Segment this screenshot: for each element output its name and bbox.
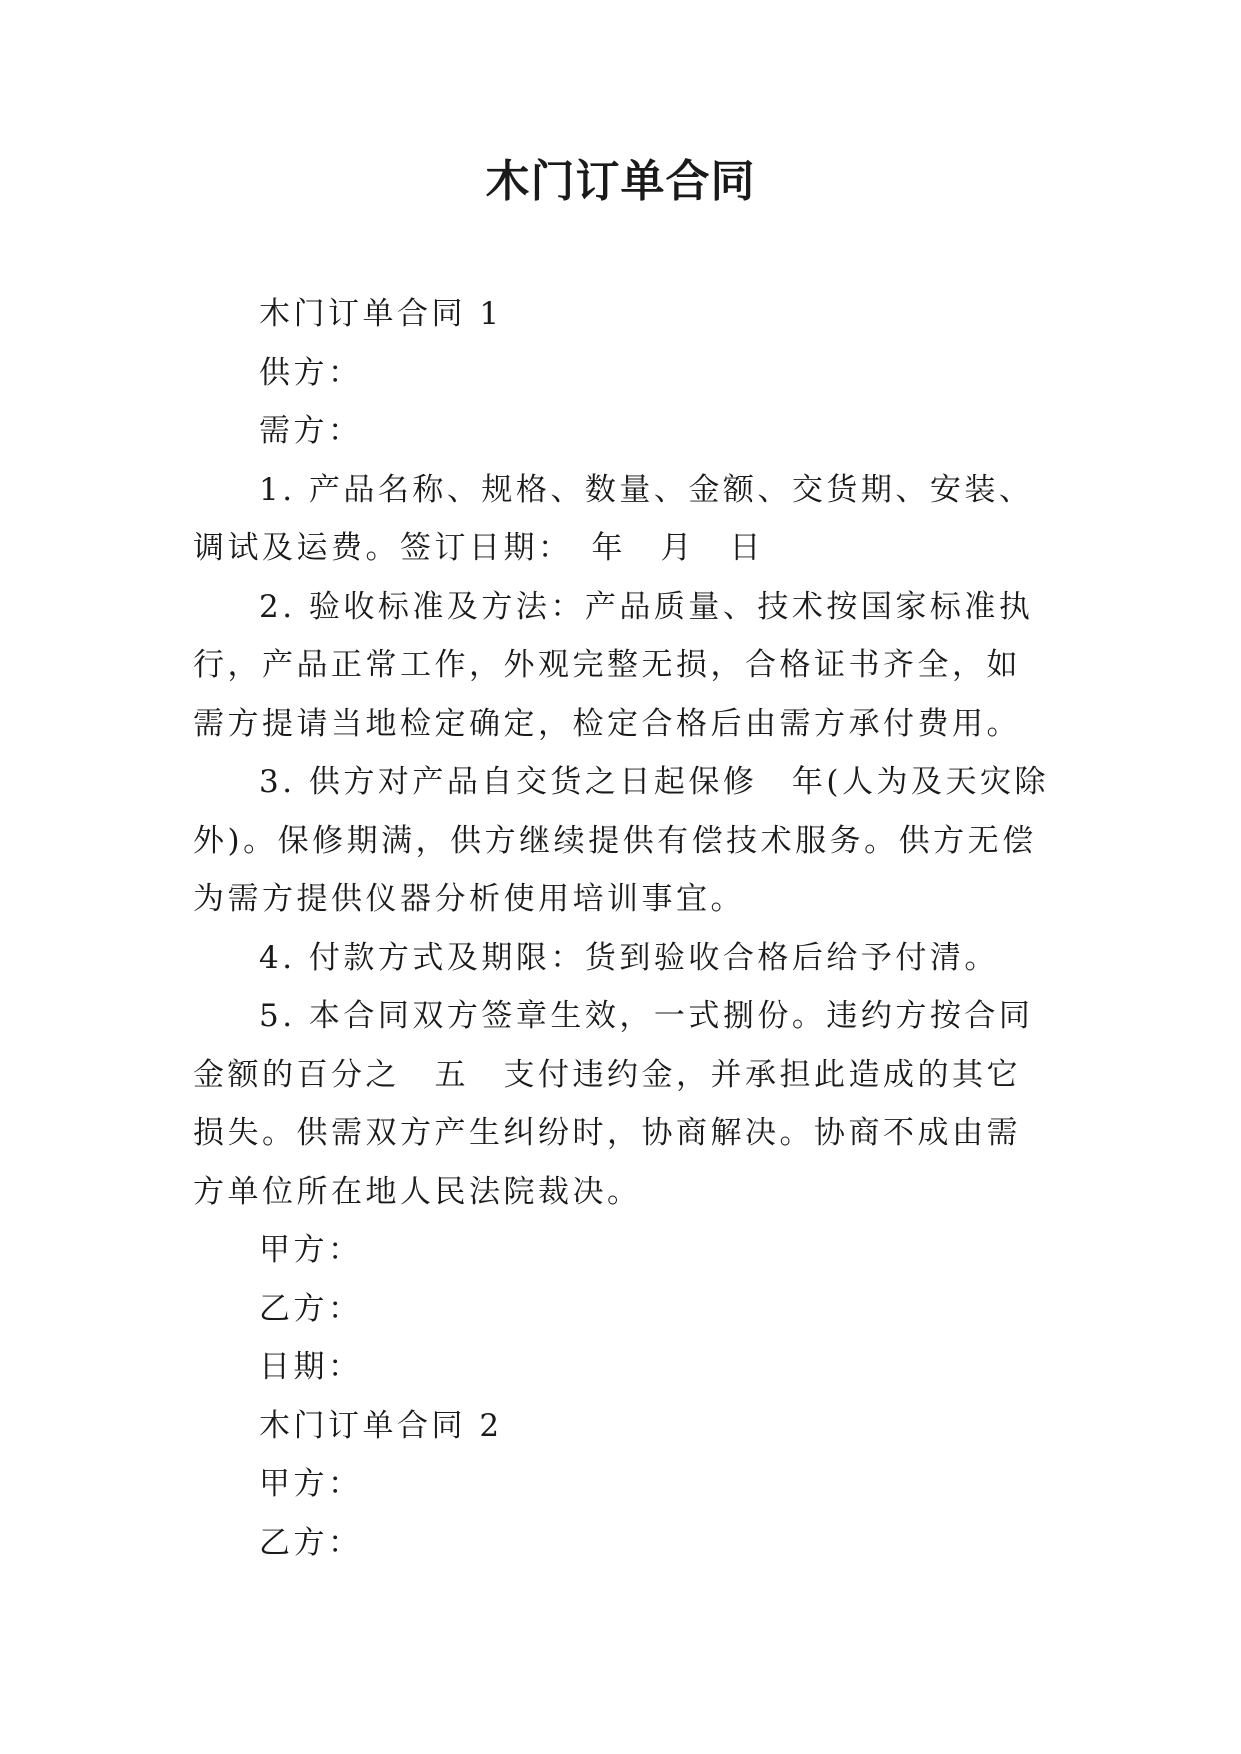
- clause-1: 1. 产品名称、规格、数量、金额、交货期、安装、调试及运费。签订日期： 年 月 日: [193, 471, 1034, 566]
- supplier-line: 供方：: [259, 354, 363, 391]
- document-title: 木门订单合同: [485, 156, 756, 207]
- date-line: 日期：: [259, 1349, 363, 1385]
- clause-4: 4. 付款方式及期限：货到验收合格后给予付清。: [259, 939, 999, 976]
- party-a-line-2: 甲方：: [259, 1466, 363, 1502]
- party-a-line: 甲方：: [259, 1232, 363, 1268]
- section-heading-2: 木门订单合同 2: [259, 1407, 503, 1444]
- party-b-line: 乙方：: [259, 1290, 363, 1327]
- section-heading-1: 木门订单合同 1: [259, 296, 503, 332]
- document-body: [193, 285, 1053, 1572]
- party-b-line-2: 乙方：: [259, 1524, 363, 1561]
- buyer-line: 需方：: [259, 413, 363, 449]
- clause-2: 2. 验收标准及方法：产品质量、技术按国家标准执行，产品正常工作，外观完整无损，合格证书齐全，如需方提请当地检定确定，检定合格后由需方承付费用。: [193, 588, 1034, 742]
- clause-3: 3. 供方对产品自交货之日起保修 年(人为及天灾除外)。保修期满，供方继续提供有偿技术服务。供方无偿为需方提供仪器分析使用培训事宜。: [193, 764, 1050, 917]
- clause-5: 5. 本合同双方签章生效，一式捌份。违约方按合同金额的百分之 五 支付违约金，并承担此造成的其它损失。供需双方产生纠纷时，协商解决。协商不成由需方单位所在地人民法院裁决。: [193, 998, 1034, 1210]
